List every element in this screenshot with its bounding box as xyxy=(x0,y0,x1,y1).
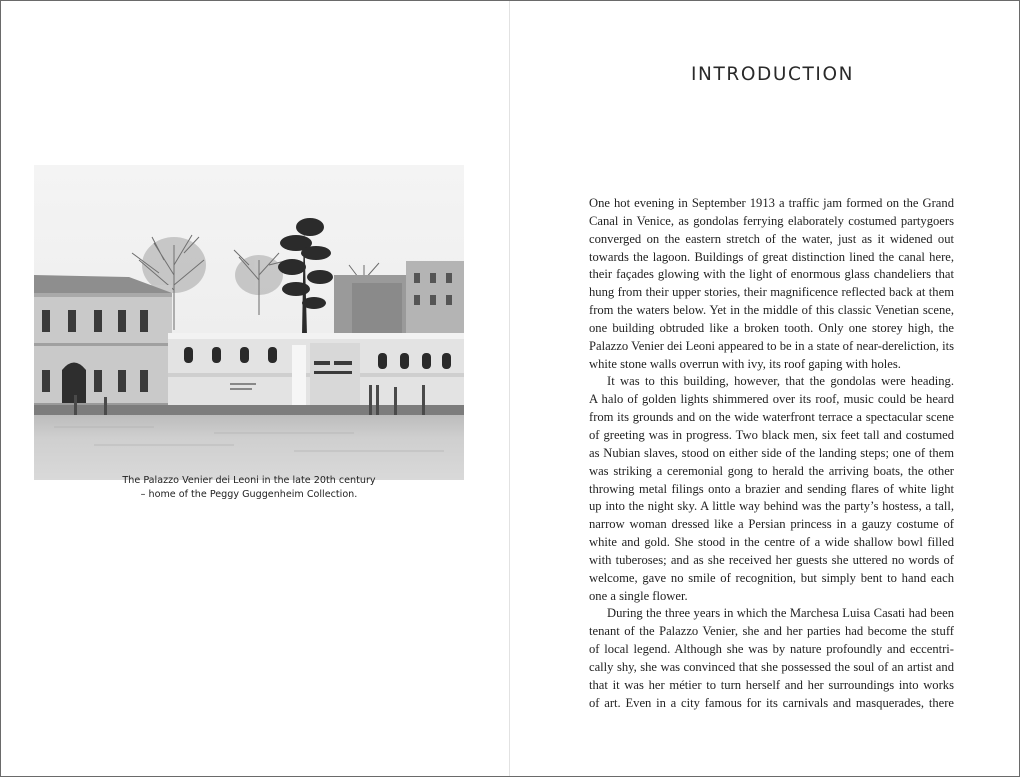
text-line: of greeting was in progress. Two black men, six feet tall and costumed xyxy=(589,427,954,442)
text-line: towards the lagoon. Buildings of great distinction lined the canal here, xyxy=(589,249,954,264)
text-line: During the three years in which the Marchesa Luisa Casati had been xyxy=(607,606,954,621)
page-gutter xyxy=(509,1,510,776)
chapter-heading: INTRODUCTION xyxy=(691,64,855,85)
text-line: from the waters below. Yet in the middle of this classic Venetian scene, xyxy=(589,303,954,318)
text-line: converged on the eastern stretch of the water, just as it widened out xyxy=(589,231,954,246)
text-line: white stone walls overrun with ivy, its roof gaping with holes. xyxy=(589,356,901,371)
text-line: cally shy, she was convinced that she possessed the soul of an artist and xyxy=(589,659,954,674)
text-line: A halo of golden lights shimmered over its roof, music could be heard xyxy=(589,392,954,407)
text-line: throwing metal filings onto a brazier and sending flares of white light xyxy=(589,481,954,496)
text-line: welcome, gave no smile of recognition, but simply bent to hand each xyxy=(589,570,954,585)
text-line: as Nubian slaves, stood on either side of the landing steps; one of them xyxy=(589,445,954,460)
photo-caption xyxy=(34,474,464,501)
text-line: Canal in Venice, as gondolas ferrying elaborately costumed partygoers xyxy=(589,213,954,228)
caption-line: – home of the Peggy Guggenheim Collection. xyxy=(140,488,358,500)
body-text xyxy=(589,195,954,712)
palazzo-photograph xyxy=(34,165,464,480)
text-line: of local legend. Although she was by nature profoundly and eccentri- xyxy=(589,642,954,657)
text-line: hung from their upper stories, their magnificence reflected back at them xyxy=(589,285,954,300)
text-line: tenant of the Palazzo Venier, she and her parties had become the stuff xyxy=(589,624,954,639)
text-line: from its grounds and on the wide waterfront terrace a spectacular scene xyxy=(589,410,954,425)
text-line: that it was her métier to turn herself and her surroundings into works xyxy=(589,677,954,692)
text-line: narrow woman dressed like a Persian princess in a gauzy costume of xyxy=(589,517,954,532)
text-line: Palazzo Venier dei Leoni appeared to be in a state of near-dereliction, its xyxy=(589,338,954,353)
caption-line: The Palazzo Venier dei Leoni in the late 20th century xyxy=(122,475,376,486)
text-line: It was to this building, however, that the gondolas were heading. xyxy=(607,374,954,389)
text-line: of art. Even in a city famous for its carnivals and masquerades, there xyxy=(589,695,954,710)
text-line: one a single flower. xyxy=(589,588,688,603)
text-line: one building obtruded like a broken tooth. Only one storey high, the xyxy=(589,320,954,335)
text-line: with tuberoses; and as she received her guests she uttered no words of xyxy=(589,552,954,567)
text-line: One hot evening in September 1913 a traffic jam formed on the Grand xyxy=(589,196,954,210)
text-line: up into the night sky. A little way behind was the party’s hostess, a tall, xyxy=(589,499,954,514)
text-line: white and gold. She stood in the centre of a wide shallow bowl filled xyxy=(589,535,954,550)
text-line: their façades glowing with the light of enormous glass chandeliers that xyxy=(589,267,954,282)
text-line: was striking a ceremonial gong to herald the arriving boats, the other xyxy=(589,463,954,478)
